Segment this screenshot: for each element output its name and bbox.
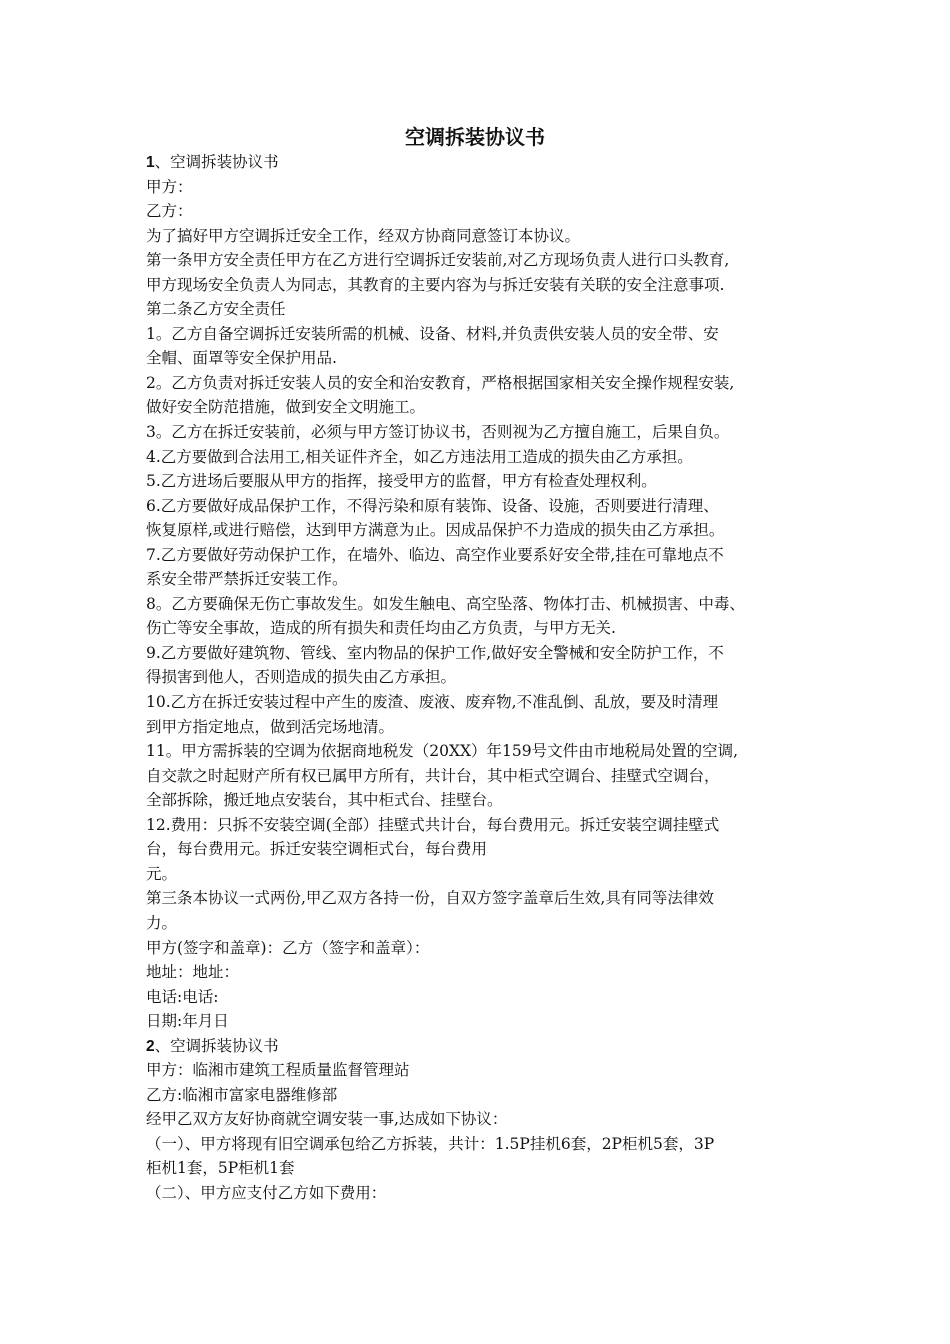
text-line bbox=[146, 764, 836, 789]
text-line bbox=[146, 199, 836, 224]
text-line bbox=[146, 543, 836, 568]
text-line bbox=[146, 1083, 836, 1108]
line-text: 经甲乙双方友好协商就空调安装一事,达成如下协议： bbox=[146, 1110, 508, 1129]
section-heading bbox=[146, 1034, 836, 1059]
line-text: 得损害到他人，否则造成的损失由乙方承担。 bbox=[146, 668, 457, 687]
line-text: 1。乙方自备空调拆迁安装所需的机械、设备、材料,并负责供安装人员的安全带、安 bbox=[146, 324, 719, 343]
line-text: 甲方： bbox=[146, 177, 193, 196]
text-line bbox=[146, 960, 836, 985]
document-title: 空调拆装协议书 bbox=[405, 125, 545, 149]
line-text: 11。甲方需拆装的空调为依据商地税发（20XX）年159号文件由市地税局处置的空调, bbox=[146, 742, 739, 761]
text-line bbox=[146, 641, 836, 666]
text-line bbox=[146, 297, 836, 322]
text-line bbox=[146, 175, 836, 200]
text-line bbox=[146, 690, 836, 715]
text-line bbox=[146, 715, 836, 740]
text-line bbox=[146, 985, 836, 1010]
text-line bbox=[146, 420, 836, 445]
text-line bbox=[146, 936, 836, 961]
line-text: 伤亡等安全事故，造成的所有损失和责任均由乙方负责，与甲方无关. bbox=[146, 619, 616, 638]
section-number: 2 bbox=[146, 1037, 155, 1055]
text-line bbox=[146, 788, 836, 813]
line-text: 日期:年月日 bbox=[146, 1012, 229, 1031]
line-text: 甲方：临湘市建筑工程质量监督管理站 bbox=[146, 1061, 410, 1080]
line-text: 乙方： bbox=[146, 202, 193, 221]
section-number: 1 bbox=[146, 154, 155, 171]
text-line bbox=[146, 813, 836, 838]
line-text: 、空调拆装协议书 bbox=[154, 153, 279, 171]
line-text: 全帽、面罩等安全保护用品. bbox=[146, 349, 337, 368]
text-line bbox=[146, 445, 836, 470]
line-text: 做好安全防范措施，做到安全文明施工。 bbox=[146, 398, 426, 417]
line-text: 自交款之时起财产所有权已属甲方所有，共计台，其中柜式空调台、挂壁式空调台， bbox=[146, 766, 720, 785]
text-line bbox=[146, 322, 836, 347]
line-text: 力。 bbox=[146, 913, 178, 932]
line-text: 5.乙方进场后要服从甲方的指挥，接受甲方的监督，甲方有检查处理权利。 bbox=[146, 472, 657, 491]
text-line bbox=[146, 346, 836, 371]
text-line bbox=[146, 592, 836, 617]
line-text: 3。乙方在拆迁安装前，必须与甲方签订协议书，否则视为乙方擅自施工，后果自负。 bbox=[146, 423, 730, 442]
line-text: 系安全带严禁拆迁安装工作。 bbox=[146, 570, 348, 589]
text-line bbox=[146, 1107, 836, 1132]
line-text: 4.乙方要做到合法用工,相关证件齐全，如乙方违法用工造成的损失由乙方承担。 bbox=[146, 447, 693, 466]
line-text: 元。 bbox=[146, 864, 178, 883]
line-text: 2。乙方负责对拆迁安装人员的安全和治安教育，严格根据国家相关安全操作规程安装, bbox=[146, 373, 735, 392]
text-line bbox=[146, 1009, 836, 1034]
text-line bbox=[146, 1132, 836, 1157]
line-text: 第三条本协议一式两份,甲乙双方各持一份，自双方签字盖章后生效,具有同等法律效 bbox=[146, 889, 714, 908]
line-text: （一）、甲方将现有旧空调承包给乙方拆装，共计：1.5P挂机6套，2P柜机5套，3P bbox=[146, 1134, 715, 1153]
line-text: 10.乙方在拆迁安装过程中产生的废渣、废液、废弃物,不准乱倒、乱放，要及时清理 bbox=[146, 693, 719, 712]
text-line bbox=[146, 665, 836, 690]
text-line bbox=[146, 1058, 836, 1083]
text-line bbox=[146, 1181, 836, 1206]
text-line bbox=[146, 886, 836, 911]
text-line bbox=[146, 739, 836, 764]
text-line bbox=[146, 248, 836, 273]
text-line bbox=[146, 518, 836, 543]
line-text: 9.乙方要做好建筑物、管线、室内物品的保护工作,做好安全警械和安全防护工作，不 bbox=[146, 643, 724, 662]
line-text: 第一条甲方安全责任甲方在乙方进行空调拆迁安装前,对乙方现场负责人进行口头教育, bbox=[146, 251, 730, 270]
line-text: 7.乙方要做好劳动保护工作，在墙外、临边、高空作业要系好安全带,挂在可靠地点不 bbox=[146, 545, 724, 564]
line-text: 到甲方指定地点，做到活完场地清。 bbox=[146, 717, 395, 736]
line-text: 12.费用：只拆不安装空调(全部）挂壁式共计台，每台费用元。拆迁安装空调挂壁式 bbox=[146, 815, 720, 834]
text-line bbox=[146, 862, 836, 887]
line-text: 第二条乙方安全责任 bbox=[146, 300, 286, 319]
line-text: 电话:电话: bbox=[146, 987, 219, 1006]
section-heading bbox=[146, 150, 836, 175]
text-line bbox=[146, 395, 836, 420]
line-text: 为了搞好甲方空调拆迁安全工作，经双方协商同意签订本协议。 bbox=[146, 226, 581, 245]
line-text: 、空调拆装协议书 bbox=[154, 1036, 279, 1055]
text-line bbox=[146, 469, 836, 494]
text-line bbox=[146, 224, 836, 249]
line-text: 乙方:临湘市富家电器维修部 bbox=[146, 1085, 338, 1104]
line-text: 甲方(签字和盖章)：乙方（签字和盖章）： bbox=[146, 938, 430, 957]
line-text: 地址：地址： bbox=[146, 963, 240, 982]
line-text: （二）、甲方应支付乙方如下费用： bbox=[146, 1183, 387, 1202]
text-line bbox=[146, 616, 836, 641]
line-text: 8。乙方要确保无伤亡事故发生。如发生触电、高空坠落、物体打击、机械损害、中毒、 bbox=[146, 594, 745, 613]
document-body bbox=[146, 150, 836, 1206]
line-text: 6.乙方要做好成品保护工作，不得污染和原有装饰、设备、设施，否则要进行清理、 bbox=[146, 496, 719, 515]
text-line bbox=[146, 567, 836, 592]
line-text: 甲方现场安全负责人为同志，其教育的主要内容为与拆迁安装有关联的安全注意事项. bbox=[146, 275, 725, 294]
text-line bbox=[146, 273, 836, 298]
line-text: 全部拆除，搬迁地点安装台，其中柜式台、挂壁台。 bbox=[146, 791, 503, 810]
text-line bbox=[146, 1156, 836, 1181]
text-line bbox=[146, 371, 836, 396]
text-line bbox=[146, 837, 836, 862]
line-text: 台，每台费用元。拆迁安装空调柜式台，每台费用 bbox=[146, 840, 488, 859]
text-line bbox=[146, 911, 836, 936]
line-text: 恢复原样,或进行赔偿，达到甲方满意为止。因成品保护不力造成的损失由乙方承担。 bbox=[146, 521, 725, 540]
line-text: 柜机1套，5P柜机1套 bbox=[146, 1159, 295, 1178]
text-line bbox=[146, 494, 836, 519]
